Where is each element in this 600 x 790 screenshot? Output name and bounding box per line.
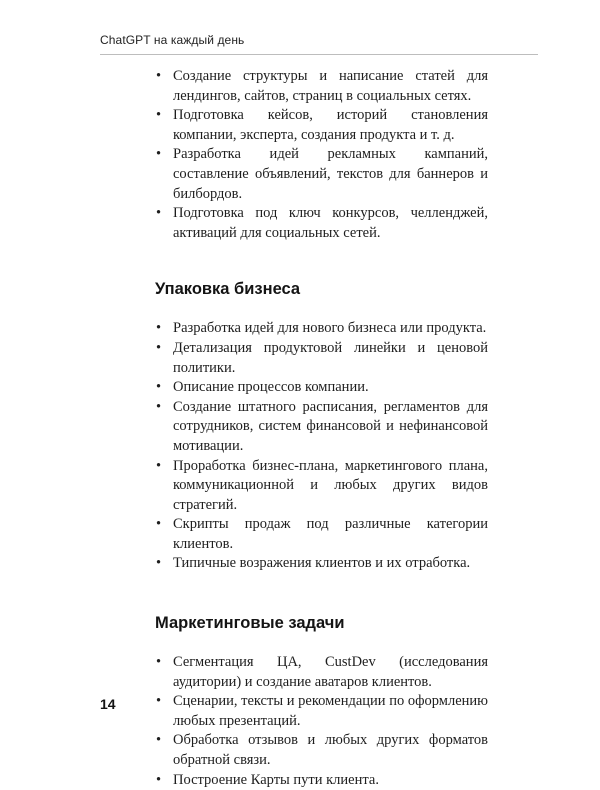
list-item: • Подготовка под ключ конкурсов, челленджей, активаций для социальных сетей.	[155, 204, 488, 243]
list-item: • Подготовка кейсов, историй становления компании, эксперта, создания продукта и т. д.	[155, 106, 488, 145]
list-item: • Обработка отзывов и любых других форматов обратной связи.	[155, 731, 488, 770]
list-item: • Построение Карты пути клиента.	[155, 771, 488, 790]
running-header: ChatGPT на каждый день	[100, 33, 245, 47]
page-number: 14	[100, 696, 116, 712]
list-item: • Создание структуры и написание статей для лендингов, сайтов, страниц в социальных сетях.	[155, 67, 488, 106]
list-item: • Проработка бизнес-плана, маркетингового плана, коммуникационной и любых других видов стратегий.	[155, 457, 488, 516]
list-item: • Типичные возражения клиентов и их отработка.	[155, 554, 488, 574]
list-item: • Детализация продуктовой линейки и ценовой политики.	[155, 339, 488, 378]
list-item: • Сценарии, тексты и рекомендации по оформлению любых презентаций.	[155, 692, 488, 731]
section-heading-marketing: Маркетинговые задачи	[155, 614, 345, 633]
section-heading-business: Упаковка бизнеса	[155, 280, 301, 299]
page-content	[155, 67, 488, 790]
list-item: • Описание процессов компании.	[155, 378, 488, 398]
business-list	[155, 319, 488, 574]
list-item: • Создание штатного расписания, регламентов для сотрудников, систем финансовой и нефинансовой мотивации.	[155, 398, 488, 457]
list-item: • Скрипты продаж под различные категории клиентов.	[155, 515, 488, 554]
list-item: • Сегментация ЦА, CustDev (исследования аудитории) и создание аватаров клиентов.	[155, 653, 488, 692]
header-rule	[100, 54, 538, 55]
list-item: • Разработка идей рекламных кампаний, составление объявлений, текстов для баннеров и билбордов.	[155, 145, 488, 204]
list-item: • Разработка идей для нового бизнеса или продукта.	[155, 319, 488, 339]
intro-list	[155, 67, 488, 243]
marketing-list	[155, 653, 488, 790]
